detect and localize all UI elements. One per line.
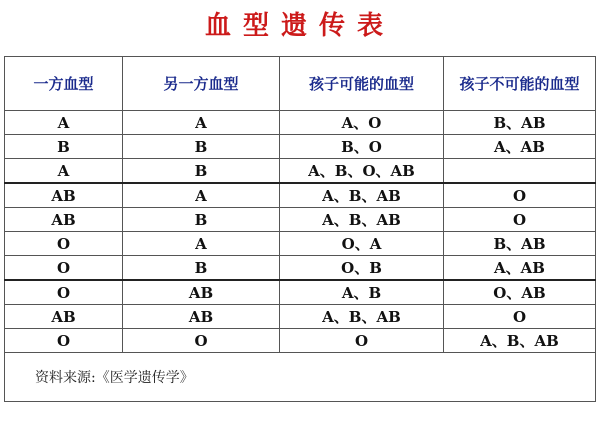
- table-row: [5, 135, 596, 159]
- table-row: [5, 159, 596, 184]
- table-row: [5, 280, 596, 305]
- cell-possible: O、B: [280, 256, 444, 281]
- header-parent1: 一方血型: [5, 57, 123, 111]
- cell-impossible: O、AB: [444, 280, 596, 305]
- blood-type-table: [4, 56, 596, 402]
- cell-impossible: O: [444, 183, 596, 208]
- cell-parent2: A: [123, 232, 280, 256]
- cell-possible: O、A: [280, 232, 444, 256]
- header-possible: 孩子可能的血型: [280, 57, 444, 111]
- cell-parent1: O: [5, 329, 123, 353]
- cell-possible: A、B、AB: [280, 183, 444, 208]
- cell-parent1: AB: [5, 208, 123, 232]
- page-title: 血型遗传表: [204, 11, 395, 41]
- cell-parent2: B: [123, 256, 280, 281]
- cell-impossible: A、AB: [444, 135, 596, 159]
- header-parent2: 另一方血型: [123, 57, 280, 111]
- cell-parent1: B: [5, 135, 123, 159]
- cell-possible: A、B、O、AB: [280, 159, 444, 184]
- header-row: [5, 57, 596, 111]
- cell-parent2: B: [123, 159, 280, 184]
- cell-possible: O: [280, 329, 444, 353]
- header-impossible: 孩子不可能的血型: [444, 57, 596, 111]
- cell-parent2: A: [123, 111, 280, 135]
- cell-parent1: O: [5, 256, 123, 281]
- cell-parent2: A: [123, 183, 280, 208]
- cell-impossible: A、AB: [444, 256, 596, 281]
- source-row: [5, 353, 596, 402]
- cell-parent1: O: [5, 232, 123, 256]
- cell-parent1: O: [5, 280, 123, 305]
- cell-parent1: AB: [5, 183, 123, 208]
- cell-possible: A、B、AB: [280, 208, 444, 232]
- table-row: [5, 329, 596, 353]
- cell-parent2: B: [123, 135, 280, 159]
- cell-parent1: A: [5, 111, 123, 135]
- cell-possible: B、O: [280, 135, 444, 159]
- cell-parent2: AB: [123, 280, 280, 305]
- cell-possible: A、B、AB: [280, 305, 444, 329]
- cell-parent2: O: [123, 329, 280, 353]
- table-row: [5, 183, 596, 208]
- cell-impossible: O: [444, 305, 596, 329]
- table-row: [5, 305, 596, 329]
- cell-impossible: B、AB: [444, 111, 596, 135]
- cell-parent1: A: [5, 159, 123, 184]
- table-row: [5, 232, 596, 256]
- cell-impossible: O: [444, 208, 596, 232]
- table-row: [5, 208, 596, 232]
- source-note: 资料来源:《医学遗传学》: [5, 353, 596, 402]
- cell-parent1: AB: [5, 305, 123, 329]
- cell-possible: A、B: [280, 280, 444, 305]
- cell-impossible: A、B、AB: [444, 329, 596, 353]
- cell-impossible: B、AB: [444, 232, 596, 256]
- cell-impossible: [444, 159, 596, 184]
- cell-possible: A、O: [280, 111, 444, 135]
- table-row: [5, 111, 596, 135]
- table-row: [5, 256, 596, 281]
- cell-parent2: B: [123, 208, 280, 232]
- cell-parent2: AB: [123, 305, 280, 329]
